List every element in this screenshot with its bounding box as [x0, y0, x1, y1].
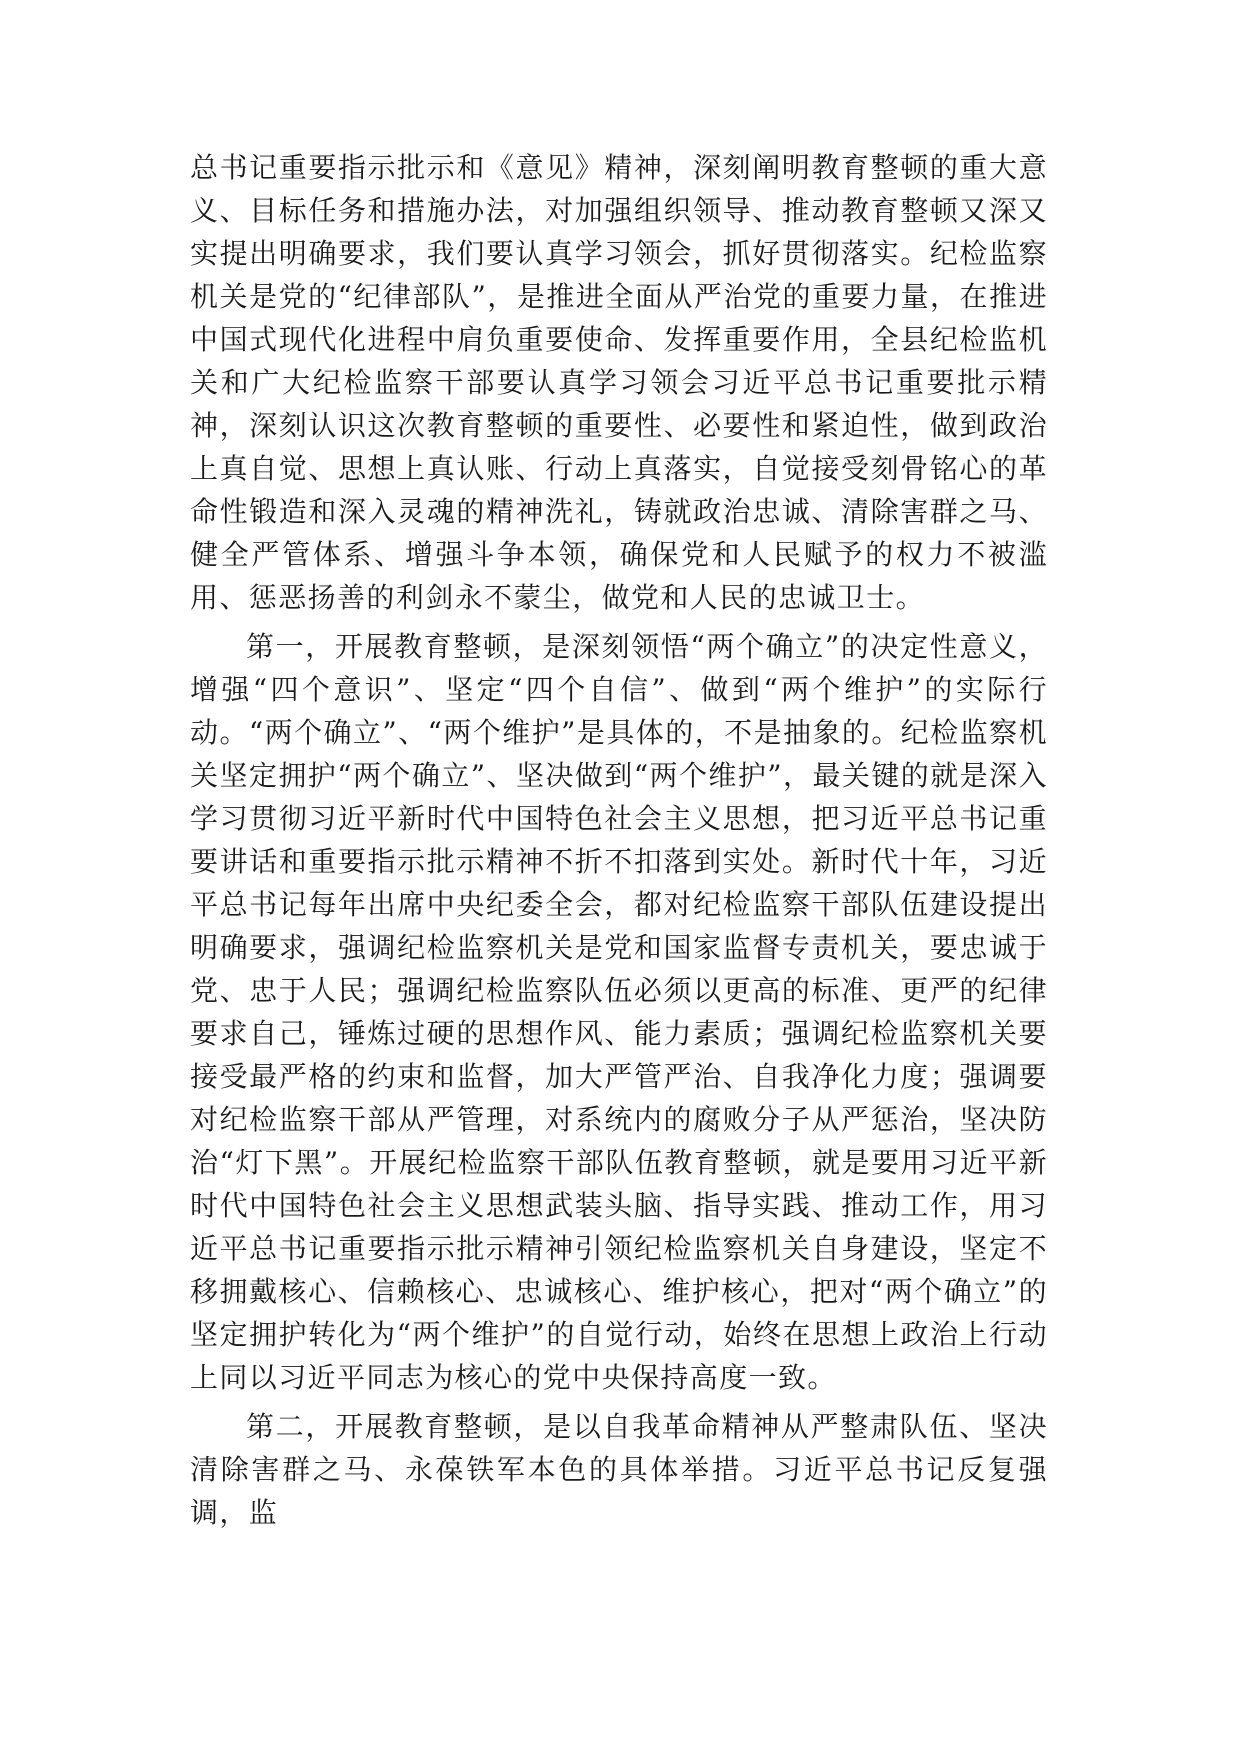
- paragraph-second-point: 第二，开展教育整顿，是以自我革命精神从严整肃队伍、坚决清除害群之马、永葆铁军本色的具体举措。习近平总书记反复强调，监: [190, 1410, 1048, 1529]
- document-body: [190, 146, 1048, 1540]
- paragraph-intro: 总书记重要指示批示和《意见》精神，深刻阐明教育整顿的重大意义、目标任务和措施办法，对加强组织领导、推动教育整顿又深又实提出明确要求，我们要认真学习领会，抓好贯彻落实。纪检监察机关是党的“纪律部队”，是推进全面从严治党的重要力量，在推进中国式现代化进程中肩负重要使命、发挥重要作用，全县纪检监机关和广大纪检监察干部要认真学习领会习近平总书记重要批示精神，深刻认识这次教育整顿的重要性、必要性和紧迫性，做到政治上真自觉、思想上真认账、行动上真落实，自觉接受刻骨铭心的革命性锻造和深入灵魂的精神洗礼，铸就政治忠诚、清除害群之马、健全严管体系、增强斗争本领，确保党和人民赋予的权力不被滥用、惩恶扬善的利剑永不蒙尘，做党和人民的忠诚卫士。: [190, 151, 1048, 614]
- paragraph-first-point: 第一，开展教育整顿，是深刻领悟“两个确立”的决定性意义，增强“四个意识”、坚定“四个自信”、做到“两个维护”的实际行动。“两个确立”、“两个维护”是具体的，不是抽象的。纪检监察机关坚定拥护“两个确立”、坚决做到“两个维护”，最关键的就是深入学习贯彻习近平新时代中国特色社会主义思想，把习近平总书记重要讲话和重要指示批示精神不折不扣落到实处。新时代十年，习近平总书记每年出席中央纪委全会，都对纪检监察干部队伍建设提出明确要求，强调纪检监察机关是党和国家监督专责机关，要忠诚于党、忠于人民；强调纪检监察队伍必须以更高的标准、更严的纪律要求自己，锤炼过硬的思想作风、能力素质；强调纪检监察机关要接受最严格的约束和监督，加大严管严治、自我净化力度；强调要对纪检监察干部从严管理，对系统内的腐败分子从严惩治，坚决防治“灯下黑”。开展纪检监察干部队伍教育整顿，就是要用习近平新时代中国特色社会主义思想武装头脑、指导实践、推动工作，用习近平总书记重要指示批示精神引领纪检监察机关自身建设，坚定不移拥戴核心、信赖核心、忠诚核心、维护核心，把对“两个确立”的坚定拥护转化为“两个维护”的自觉行动，始终在思想上政治上行动上同以习近平同志为核心的党中央保持高度一致。: [190, 630, 1048, 1394]
